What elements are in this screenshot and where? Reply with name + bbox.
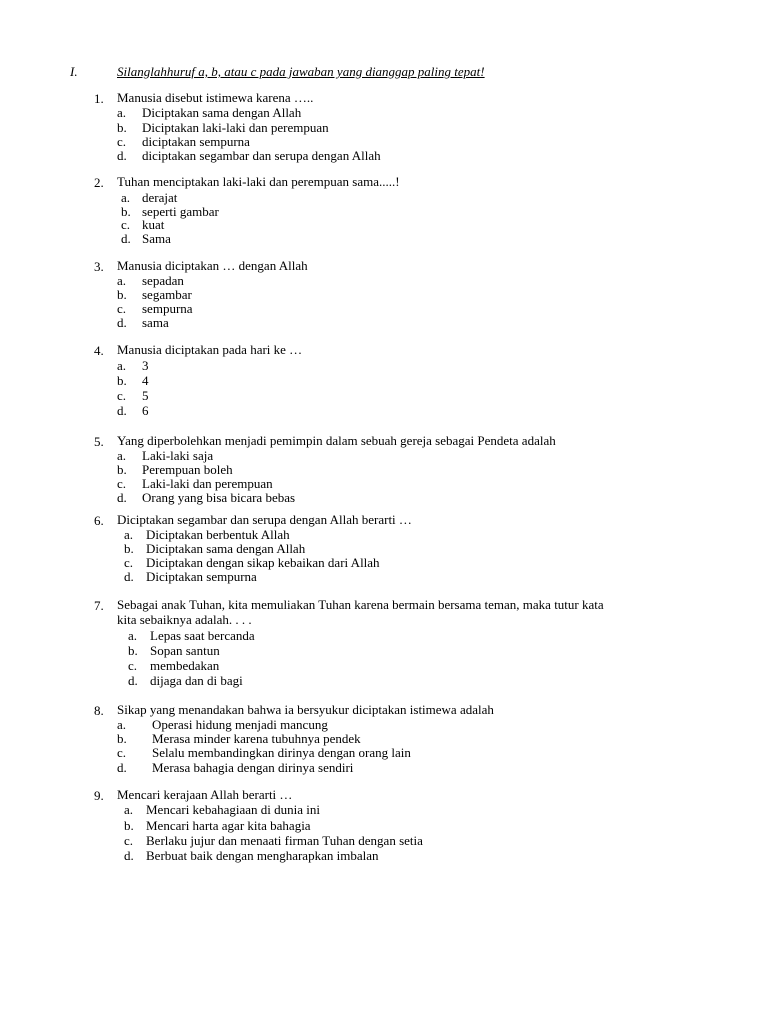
question-text: Diciptakan segambar dan serupa dengan Allah berarti …	[117, 512, 412, 527]
question-text-continued: kita sebaiknya adalah. . . .	[117, 612, 252, 627]
question-number: 5.	[94, 434, 104, 449]
question-number: 2.	[94, 175, 104, 190]
question-text: Tuhan menciptakan laki-laki dan perempuan sama.....!	[117, 174, 400, 189]
question-text: Manusia diciptakan … dengan Allah	[117, 258, 308, 273]
question-text: Yang diperbolehkan menjadi pemimpin dalam sebuah gereja sebagai Pendeta adalah	[117, 433, 556, 448]
section-number: I.	[70, 64, 78, 79]
question-number: 4.	[94, 343, 104, 358]
question-number: 8.	[94, 703, 104, 718]
question-text: Manusia disebut istimewa karena …..	[117, 90, 314, 105]
question-text: Sebagai anak Tuhan, kita memuliakan Tuhan karena bermain bersama teman, maka tutur kata	[117, 597, 604, 612]
question-text: Mencari kerajaan Allah berarti …	[117, 787, 293, 802]
question-number: 9.	[94, 788, 104, 803]
question-number: 1.	[94, 91, 104, 106]
section-instruction: Silanglahhuruf a, b, atau c pada jawaban yang dianggap paling tepat!	[117, 64, 485, 79]
question-text: Sikap yang menandakan bahwa ia bersyukur diciptakan istimewa adalah	[117, 702, 494, 717]
question-number: 7.	[94, 598, 104, 613]
question-number: 3.	[94, 259, 104, 274]
question-number: 6.	[94, 513, 104, 528]
question-text: Manusia diciptakan pada hari ke …	[117, 342, 303, 357]
